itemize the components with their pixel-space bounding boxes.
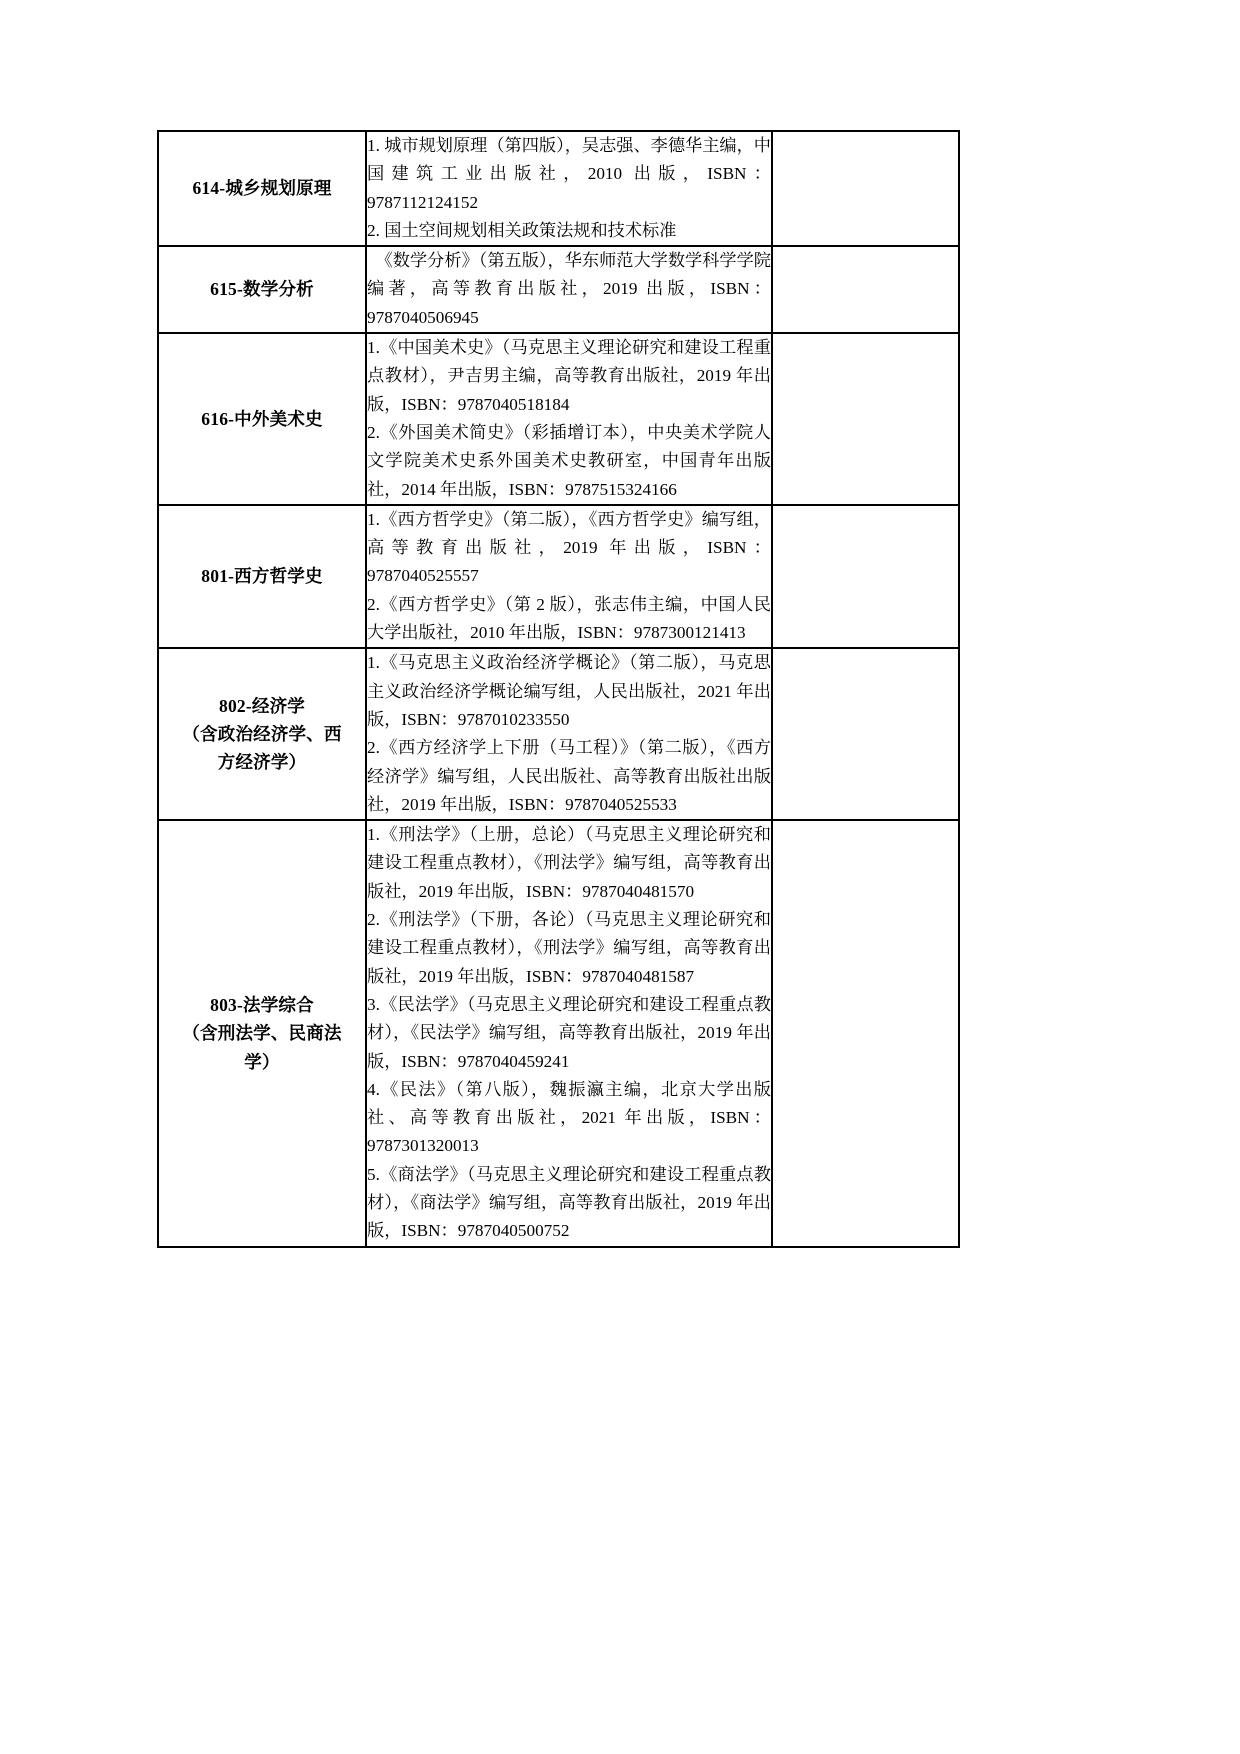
book-entry: 5.《商法学》（马克思主义理论研究和建设工程重点教材），《商法学》编写组，高等教育出版社，2019 年出版，ISBN：9787040500752: [367, 1164, 771, 1241]
book-entry: 3.《民法学》（马克思主义理论研究和建设工程重点教材），《民法学》编写组，高等教育出版社，2019 年出版，ISBN：9787040459241: [367, 994, 771, 1071]
subject-line: 614-城乡规划原理: [192, 178, 332, 199]
books-cell: [366, 131, 772, 246]
book-entry: 2.《西方哲学史》（第 2 版），张志伟主编，中国人民大学出版社，2010 年出版，ISBN：9787300121413: [367, 594, 771, 643]
book-entry: 2.《刑法学》（下册，各论）（马克思主义理论研究和建设工程重点教材），《刑法学》编写组，高等教育出版社，2019 年出版，ISBN：9787040481587: [367, 910, 771, 986]
book-entry: 1. 城市规划原理（第四版），吴志强、李德华主编，中国建筑工业出版社，2010 出版，ISBN：9787112124152: [367, 136, 771, 212]
book-entry: 《数学分析》（第五版），华东师范大学数学科学学院编著，高等教育出版社，2019 出版，ISBN：9787040506945: [367, 251, 771, 327]
subject-line: 803-法学综合: [210, 994, 314, 1015]
subject-line: （含政治经济学、西: [182, 724, 342, 745]
subject-cell: [158, 333, 366, 505]
table-row: [158, 333, 959, 505]
subject-line: 方经济学）: [217, 752, 307, 773]
book-entry: 2.《外国美术简史》（彩插增订本），中央美术学院人文学院美术史系外国美术史教研室，中国青年出版社，2014 年出版，ISBN：9787515324166: [367, 422, 771, 499]
books-cell: [366, 333, 772, 505]
subject-cell: [158, 820, 366, 1246]
book-entry: 2. 国土空间规划相关政策法规和技术标准: [367, 220, 677, 240]
subject-line: 学）: [244, 1051, 280, 1072]
book-entry: 1.《刑法学》（上册，总论）（马克思主义理论研究和建设工程重点教材），《刑法学》编写组，高等教育出版社，2019 年出版，ISBN：9787040481570: [367, 825, 771, 901]
subject-cell: [158, 505, 366, 648]
books-cell: [366, 820, 772, 1246]
subject-line: 616-中外美术史: [201, 408, 323, 429]
subject-cell: [158, 648, 366, 820]
book-entry: 1.《马克思主义政治经济学概论》（第二版），马克思主义政治经济学概论编写组，人民出版社，2021 年出版，ISBN：9787010233550: [367, 653, 771, 729]
subject-line: 615-数学分析: [210, 279, 314, 300]
table-row: [158, 648, 959, 820]
notes-cell: [772, 246, 959, 333]
table-row: [158, 505, 959, 648]
subject-line: 801-西方哲学史: [201, 566, 323, 587]
subject-cell: [158, 131, 366, 246]
subject-cell: [158, 246, 366, 333]
books-cell: [366, 505, 772, 648]
book-entry: 1.《中国美术史》（马克思主义理论研究和建设工程重点教材），尹吉男主编，高等教育出版社，2019 年出版，ISBN：9787040518184: [367, 338, 771, 414]
subject-line: （含刑法学、民商法: [182, 1023, 342, 1044]
notes-cell: [772, 131, 959, 246]
notes-cell: [772, 505, 959, 648]
table-row: [158, 246, 959, 333]
books-cell: [366, 648, 772, 820]
books-cell: [366, 246, 772, 333]
table-row: [158, 131, 959, 246]
notes-cell: [772, 333, 959, 505]
subject-line: 802-经济学: [219, 695, 305, 716]
bibliography-table: [157, 130, 960, 1248]
book-entry: 4.《民法》（第八版），魏振瀛主编，北京大学出版社、高等教育出版社，2021 年出版，ISBN：9787301320013: [367, 1079, 771, 1156]
table-body: [158, 131, 959, 1247]
book-entry: 1.《西方哲学史》（第二版），《西方哲学史》编写组，高等教育出版社，2019 年出版，ISBN：9787040525557: [367, 509, 771, 586]
notes-cell: [772, 820, 959, 1246]
notes-cell: [772, 648, 959, 820]
table-row: [158, 820, 959, 1246]
book-entry: 2.《西方经济学上下册（马工程）》（第二版），《西方经济学》编写组，人民出版社、高等教育出版社出版社，2019 年出版，ISBN：9787040525533: [367, 738, 771, 814]
